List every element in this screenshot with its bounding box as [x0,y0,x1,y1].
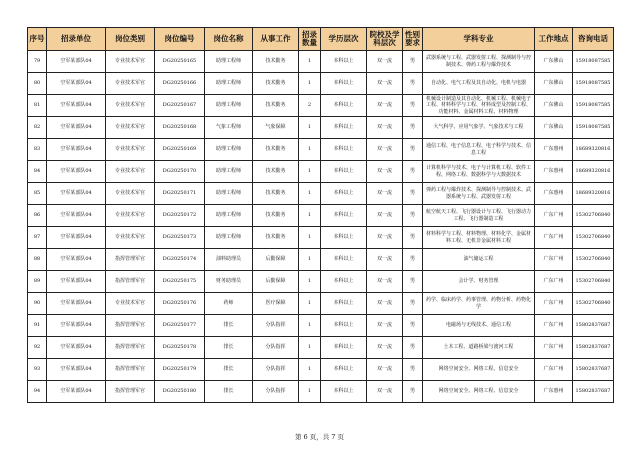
cell-work-location: 广东佛山 [535,73,573,95]
table-row [28,139,614,161]
cell-position-name: 助理工程师 [205,51,253,73]
cell-contact-phone: 15302706840 [573,293,614,315]
cell-position-category: 专业技术军官 [106,183,155,205]
cell-position-category: 专业技术军官 [106,73,155,95]
cell-education-level: 本科以上 [321,95,367,117]
cell-work-location: 广东佛山 [535,117,573,139]
cell-education-level: 本科以上 [321,205,367,227]
column-header: 序号 [28,28,47,51]
cell-education-level: 本科以上 [321,139,367,161]
cell-position-code: DG20250170 [155,161,205,183]
column-header: 学历层次 [321,28,367,51]
cell-contact-phone: 15302706840 [573,205,614,227]
cell-school-level: 双一流 [367,359,403,381]
cell-position-code: DG20250171 [155,183,205,205]
cell-recruit-count: 1 [299,337,321,359]
cell-row-number: 82 [28,117,47,139]
cell-recruiting-unit: 空军某部队04 [47,117,106,139]
cell-education-level: 本科以上 [321,161,367,183]
cell-school-level: 双一流 [367,381,403,403]
cell-recruiting-unit: 空军某部队04 [47,315,106,337]
cell-school-level: 双一流 [367,161,403,183]
cell-work-location: 广东广州 [535,337,573,359]
cell-recruit-count: 1 [299,271,321,293]
cell-position-code: DG20250172 [155,205,205,227]
cell-position-code: DG20250180 [155,381,205,403]
table-row [28,161,614,183]
cell-major: 武器系统与工程、武器发射工程、探测制导与控制技术、弹药工程与爆炸技术 [423,51,535,73]
cell-gender-requirement: 男 [403,359,423,381]
cell-row-number: 89 [28,271,47,293]
cell-row-number: 85 [28,183,47,205]
cell-recruiting-unit: 空军某部队04 [47,271,106,293]
cell-gender-requirement: 男 [403,249,423,271]
cell-position-name: 排长 [205,315,253,337]
cell-contact-phone: 15302706840 [573,271,614,293]
cell-position-category: 专业技术军官 [106,227,155,249]
cell-gender-requirement: 男 [403,73,423,95]
table-row [28,95,614,117]
cell-position-code: DG20250177 [155,315,205,337]
cell-position-name: 排长 [205,359,253,381]
cell-contact-phone: 18689320816 [573,183,614,205]
cell-position-name: 排长 [205,337,253,359]
cell-education-level: 本科以上 [321,315,367,337]
cell-gender-requirement: 男 [403,381,423,403]
cell-contact-phone: 18689320816 [573,161,614,183]
cell-position-name: 气象工程师 [205,117,253,139]
cell-row-number: 80 [28,73,47,95]
table-row [28,337,614,359]
cell-recruiting-unit: 空军某部队04 [47,293,106,315]
table-body [28,51,614,403]
cell-work-location: 广东广州 [535,315,573,337]
table-row [28,381,614,403]
cell-work-type: 技术勤务 [253,205,299,227]
cell-position-category: 指挥管理军官 [106,315,155,337]
cell-row-number: 87 [28,227,47,249]
cell-contact-phone: 15918087585 [573,51,614,73]
cell-school-level: 双一流 [367,139,403,161]
cell-position-category: 专业技术军官 [106,161,155,183]
cell-major: 材料科学与工程、材料物理、材料化学、金属材料工程、无机非金属材料工程 [423,227,535,249]
cell-position-name: 助理工程师 [205,227,253,249]
cell-recruit-count: 1 [299,139,321,161]
cell-position-name: 助理工程师 [205,95,253,117]
cell-work-type: 技术勤务 [253,227,299,249]
cell-work-type: 分队指挥 [253,381,299,403]
cell-work-type: 技术勤务 [253,139,299,161]
cell-position-category: 专业技术军官 [106,205,155,227]
cell-gender-requirement: 男 [403,205,423,227]
cell-position-category: 指挥管理军官 [106,337,155,359]
cell-school-level: 双一流 [367,73,403,95]
cell-major: 会计学、财务管理 [423,271,535,293]
cell-school-level: 双一流 [367,271,403,293]
cell-position-category: 指挥管理军官 [106,381,155,403]
cell-education-level: 本科以上 [321,51,367,73]
cell-recruit-count: 1 [299,381,321,403]
cell-row-number: 83 [28,139,47,161]
column-header: 学科专业 [423,28,535,51]
cell-school-level: 双一流 [367,227,403,249]
cell-row-number: 91 [28,315,47,337]
cell-education-level: 本科以上 [321,117,367,139]
cell-major: 油气储运工程 [423,249,535,271]
cell-row-number: 84 [28,161,47,183]
cell-major: 通信工程、电子信息工程、电子科学与技术、信息工程 [423,139,535,161]
cell-recruit-count: 1 [299,359,321,381]
cell-gender-requirement: 男 [403,183,423,205]
cell-contact-phone: 15918087585 [573,95,614,117]
cell-major: 网络空间安全、网络工程、信息安全 [423,359,535,381]
table-row [28,73,614,95]
cell-work-type: 后勤保障 [253,271,299,293]
cell-education-level: 本科以上 [321,249,367,271]
cell-work-location: 广东惠州 [535,381,573,403]
cell-recruiting-unit: 空军某部队04 [47,205,106,227]
cell-work-type: 医疗保障 [253,293,299,315]
cell-recruit-count: 2 [299,95,321,117]
cell-work-location: 广东惠州 [535,139,573,161]
table-row [28,205,614,227]
cell-position-code: DG20250169 [155,139,205,161]
cell-major: 计算机科学与技术、电子与计算机工程、软件工程、网络工程、数据科学与大数据技术 [423,161,535,183]
cell-position-code: DG20250178 [155,337,205,359]
cell-school-level: 双一流 [367,337,403,359]
cell-gender-requirement: 男 [403,95,423,117]
table-row [28,183,614,205]
column-header: 工作地点 [535,28,573,51]
cell-recruit-count: 1 [299,161,321,183]
cell-major: 药学、临床药学、药事管理、药物分析、药物化学 [423,293,535,315]
cell-row-number: 90 [28,293,47,315]
cell-major: 机械设计制造及其自动化、机械工程、机械电子工程、材料科学与工程、材料成型及控制工程、功能材料、金属材料工程、材料物理 [423,95,535,117]
cell-recruit-count: 1 [299,227,321,249]
cell-major: 航空航天工程、飞行器设计与工程、飞行器动力工程、飞行器制造工程 [423,205,535,227]
cell-work-type: 技术勤务 [253,73,299,95]
cell-work-type: 技术勤务 [253,51,299,73]
cell-position-code: DG20250179 [155,359,205,381]
column-header: 从事工作 [253,28,299,51]
cell-gender-requirement: 男 [403,315,423,337]
cell-gender-requirement: 男 [403,293,423,315]
cell-recruiting-unit: 空军某部队04 [47,359,106,381]
cell-education-level: 本科以上 [321,73,367,95]
cell-contact-phone: 15302706840 [573,249,614,271]
cell-recruiting-unit: 空军某部队04 [47,337,106,359]
table-header-row [28,28,614,51]
table-row [28,359,614,381]
cell-position-name: 助理工程师 [205,73,253,95]
cell-major: 土木工程、道路桥梁与渡河工程 [423,337,535,359]
cell-position-code: DG20250174 [155,249,205,271]
cell-position-code: DG20250168 [155,117,205,139]
cell-work-type: 技术勤务 [253,95,299,117]
cell-recruiting-unit: 空军某部队04 [47,249,106,271]
cell-school-level: 双一流 [367,95,403,117]
cell-education-level: 本科以上 [321,227,367,249]
cell-recruiting-unit: 空军某部队04 [47,161,106,183]
cell-major: 弹药工程与爆炸技术、探测制导与控制技术、武器系统与工程、武器发射工程 [423,183,535,205]
cell-recruiting-unit: 空军某部队04 [47,51,106,73]
cell-position-code: DG20250173 [155,227,205,249]
table-row [28,51,614,73]
cell-school-level: 双一流 [367,183,403,205]
cell-school-level: 双一流 [367,51,403,73]
cell-school-level: 双一流 [367,205,403,227]
cell-recruit-count: 1 [299,117,321,139]
cell-contact-phone: 15802837687 [573,381,614,403]
cell-position-code: DG20250167 [155,95,205,117]
cell-gender-requirement: 男 [403,271,423,293]
cell-major: 大气科学、应用气象学、气象技术与工程 [423,117,535,139]
cell-education-level: 本科以上 [321,381,367,403]
cell-position-name: 助理工程师 [205,205,253,227]
cell-work-type: 气象保障 [253,117,299,139]
table-row [28,271,614,293]
cell-recruit-count: 1 [299,315,321,337]
cell-recruiting-unit: 空军某部队04 [47,227,106,249]
cell-position-category: 专业技术军官 [106,95,155,117]
cell-gender-requirement: 男 [403,139,423,161]
cell-major: 自动化、电气工程及其自动化、电机与电器 [423,73,535,95]
column-header: 院校及学科层次 [367,28,403,51]
table-row [28,249,614,271]
cell-school-level: 双一流 [367,117,403,139]
cell-work-location: 广东广州 [535,249,573,271]
cell-work-location: 广东广州 [535,271,573,293]
cell-contact-phone: 15918087585 [573,117,614,139]
cell-work-type: 分队指挥 [253,359,299,381]
cell-work-type: 后勤保障 [253,249,299,271]
cell-gender-requirement: 男 [403,161,423,183]
cell-work-location: 广东佛山 [535,51,573,73]
cell-contact-phone: 15802837687 [573,337,614,359]
cell-recruiting-unit: 空军某部队04 [47,73,106,95]
cell-position-category: 指挥管理军官 [106,249,155,271]
cell-position-name: 油料助理员 [205,249,253,271]
table-row [28,315,614,337]
cell-work-type: 技术勤务 [253,183,299,205]
cell-work-location: 广东广州 [535,205,573,227]
cell-position-name: 助理工程师 [205,161,253,183]
cell-major: 电磁场与无线技术、通信工程 [423,315,535,337]
cell-row-number: 79 [28,51,47,73]
cell-contact-phone: 18689320816 [573,139,614,161]
cell-row-number: 94 [28,381,47,403]
cell-contact-phone: 15302706840 [573,227,614,249]
cell-position-category: 专业技术军官 [106,293,155,315]
cell-row-number: 92 [28,337,47,359]
cell-row-number: 81 [28,95,47,117]
cell-recruit-count: 1 [299,183,321,205]
column-header: 岗位编号 [155,28,205,51]
cell-recruit-count: 1 [299,293,321,315]
cell-work-location: 广东广州 [535,293,573,315]
cell-major: 网络空间安全、网络工程、信息安全 [423,381,535,403]
cell-recruit-count: 1 [299,205,321,227]
cell-position-name: 助理工程师 [205,183,253,205]
cell-recruiting-unit: 空军某部队04 [47,183,106,205]
column-header: 咨询电话 [573,28,614,51]
cell-recruiting-unit: 空军某部队04 [47,95,106,117]
cell-position-category: 指挥管理军官 [106,271,155,293]
page-footer: 第 6 页，共 7 页 [294,433,345,441]
cell-recruiting-unit: 空军某部队04 [47,381,106,403]
cell-contact-phone: 15918087585 [573,73,614,95]
cell-work-location: 广东惠州 [535,161,573,183]
cell-gender-requirement: 男 [403,117,423,139]
cell-gender-requirement: 男 [403,227,423,249]
cell-position-category: 专业技术军官 [106,117,155,139]
cell-work-location: 广东广州 [535,227,573,249]
cell-work-location: 广东佛山 [535,95,573,117]
cell-education-level: 本科以上 [321,293,367,315]
cell-gender-requirement: 男 [403,337,423,359]
cell-position-code: DG20250176 [155,293,205,315]
cell-school-level: 双一流 [367,249,403,271]
cell-education-level: 本科以上 [321,359,367,381]
cell-contact-phone: 15802837687 [573,315,614,337]
column-header: 岗位名称 [205,28,253,51]
cell-work-location: 广东惠州 [535,183,573,205]
cell-education-level: 本科以上 [321,337,367,359]
column-header: 招录单位 [47,28,106,51]
cell-position-code: DG20250165 [155,51,205,73]
cell-row-number: 86 [28,205,47,227]
cell-row-number: 88 [28,249,47,271]
cell-recruit-count: 1 [299,51,321,73]
cell-education-level: 本科以上 [321,271,367,293]
cell-position-name: 排长 [205,381,253,403]
cell-work-type: 分队指挥 [253,315,299,337]
column-header: 岗位类别 [106,28,155,51]
cell-work-location: 广东广州 [535,359,573,381]
cell-position-category: 专业技术军官 [106,51,155,73]
cell-position-category: 专业技术军官 [106,139,155,161]
cell-position-name: 助理工程师 [205,139,253,161]
recruitment-sheet [27,27,613,403]
cell-position-category: 指挥管理军官 [106,359,155,381]
cell-education-level: 本科以上 [321,183,367,205]
cell-position-code: DG20250166 [155,73,205,95]
table-row [28,227,614,249]
cell-contact-phone: 15802837687 [573,359,614,381]
cell-row-number: 93 [28,359,47,381]
cell-position-name: 财务助理员 [205,271,253,293]
cell-recruiting-unit: 空军某部队04 [47,139,106,161]
recruitment-table [27,27,614,403]
column-header: 招录数量 [299,28,321,51]
table-row [28,293,614,315]
column-header: 性别要求 [403,28,423,51]
cell-work-type: 分队指挥 [253,337,299,359]
cell-recruit-count: 1 [299,73,321,95]
cell-recruit-count: 1 [299,249,321,271]
cell-work-type: 技术勤务 [253,161,299,183]
cell-gender-requirement: 男 [403,51,423,73]
cell-school-level: 双一流 [367,293,403,315]
cell-school-level: 双一流 [367,315,403,337]
cell-position-code: DG20250175 [155,271,205,293]
table-row [28,117,614,139]
cell-position-name: 药师 [205,293,253,315]
